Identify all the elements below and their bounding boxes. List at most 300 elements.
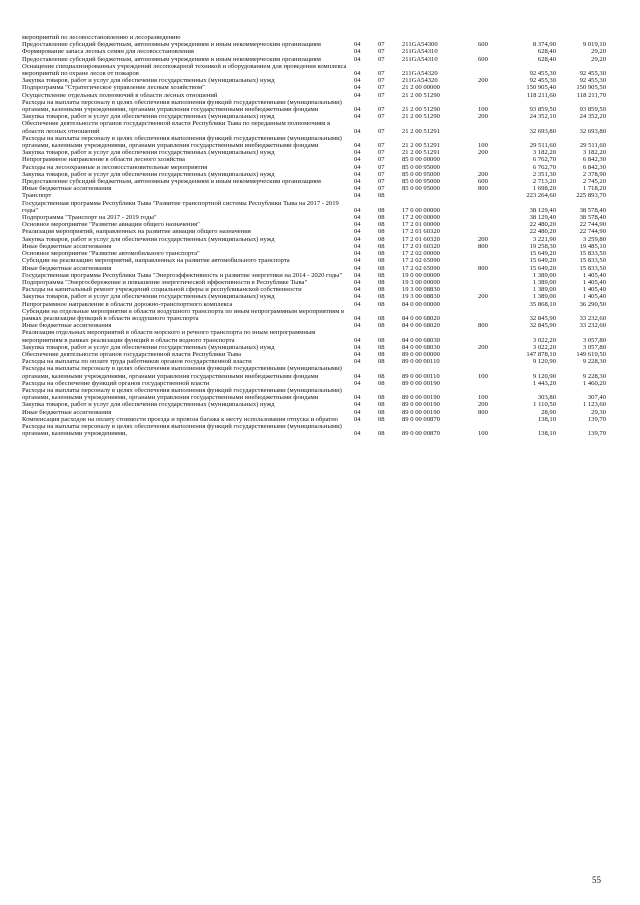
section-code: 04 [354, 257, 361, 265]
section-code: 04 [354, 242, 361, 250]
target-article-code: 17 2 01 60320 [402, 228, 440, 236]
table-row [22, 344, 606, 351]
row-description: Расходы на выплаты персоналу в целях обеспечения выполнения функций государственными (муниципальными) органами, казенными учреждениями, [22, 422, 342, 438]
subsection-code: 07 [378, 41, 385, 49]
amount-year-1: 1 389,00 [532, 293, 556, 301]
section-code: 04 [354, 401, 361, 409]
amount-year-1: 92 455,30 [529, 77, 556, 85]
expense-type-code: 200 [478, 343, 488, 351]
amount-year-1: 1 389,00 [532, 278, 556, 286]
target-article-code: 84 0 00 68020 [402, 322, 440, 330]
amount-year-1: 15 649,20 [529, 257, 556, 265]
table-row [22, 286, 606, 293]
row-description: Непрограммное направление в области лесного хозяйства [22, 156, 185, 164]
table-row [22, 250, 606, 257]
target-article-code: 84 0 00 68030 [402, 343, 440, 351]
target-article-code: 89 0 00 00870 [402, 415, 440, 423]
subsection-code: 08 [378, 206, 385, 214]
amount-year-2: 19 485,10 [579, 242, 606, 250]
subsection-code: 08 [378, 250, 385, 258]
expense-type-code: 100 [478, 142, 488, 150]
table-row [22, 293, 606, 300]
table-row [22, 329, 606, 343]
target-article-code: 211GA54300 [402, 41, 438, 49]
amount-year-2: 24 352,20 [579, 113, 606, 121]
target-article-code: 85 0 00 95000 [402, 163, 440, 171]
row-description: Оснащение специализированных учреждений лесопожарной техникой и оборудованием для проведения комплекса мероприятий по охране лесов от пожаров [22, 62, 347, 78]
row-description: Закупка товаров, работ и услуг для обеспечения государственных (муниципальных) нужд [22, 293, 275, 301]
row-description: Подпрограмма "Энергосбережение и повышение энергетической эффективности в Республике Тыва" [22, 278, 308, 286]
subsection-code: 08 [378, 336, 385, 344]
section-code: 04 [354, 379, 361, 387]
target-article-code: 19 3 00 00000 [402, 278, 440, 286]
row-description: Иные бюджетные ассигнования [22, 264, 112, 272]
amount-year-2: 15 833,50 [579, 264, 606, 272]
target-article-code: 21 2 00 51291 [402, 149, 440, 157]
subsection-code: 08 [378, 408, 385, 416]
amount-year-1: 3 221,90 [532, 235, 556, 243]
target-article-code: 17 2 02 65090 [402, 264, 440, 272]
row-description: Транспорт [22, 192, 52, 200]
expense-type-code: 600 [478, 178, 488, 186]
expense-type-code: 800 [478, 322, 488, 330]
row-description: Основное мероприятие "Развитие авиации общего назначения" [22, 221, 200, 229]
section-code: 04 [354, 415, 361, 423]
row-description: Субсидии на реализацию мероприятий, направленных на развитие автомобильного транспорта [22, 257, 290, 265]
table-row [22, 214, 606, 221]
row-description: Предоставление субсидий бюджетным, автономным учреждениям и иным некоммерческим организациям [22, 55, 321, 63]
expense-type-code: 200 [478, 401, 488, 409]
section-code: 04 [354, 350, 361, 358]
amount-year-2: 15 833,50 [579, 250, 606, 258]
target-article-code: 84 0 00 68020 [402, 314, 440, 322]
amount-year-1: 92 455,30 [529, 70, 556, 78]
target-article-code: 211GA54320 [402, 77, 438, 85]
row-description: мероприятий по лесовосстановлению и лесоразведению [22, 34, 181, 41]
target-article-code: 85 0 00 95000 [402, 170, 440, 178]
section-code: 04 [354, 127, 361, 135]
section-code: 04 [354, 214, 361, 222]
row-description: Закупка товаров, работ и услуг для обеспечения государственных (муниципальных) нужд [22, 401, 275, 409]
expense-type-code: 100 [478, 430, 488, 438]
amount-year-2: 3 259,80 [582, 235, 606, 243]
table-row [22, 228, 606, 235]
expense-type-code: 200 [478, 170, 488, 178]
amount-year-1: 3 022,20 [532, 336, 556, 344]
section-code: 04 [354, 206, 361, 214]
target-article-code: 89 0 00 00870 [402, 430, 440, 438]
section-code: 04 [354, 343, 361, 351]
subsection-code: 07 [378, 55, 385, 63]
amount-year-1: 2 713,20 [532, 178, 556, 186]
subsection-code: 07 [378, 127, 385, 135]
amount-year-2: 29,20 [591, 55, 606, 63]
section-code: 04 [354, 178, 361, 186]
row-description: Реализация мероприятий, направленных на развитие авиации общего назначения [22, 228, 251, 236]
section-code: 04 [354, 163, 361, 171]
section-code: 04 [354, 408, 361, 416]
amount-year-1: 8 374,90 [532, 41, 556, 49]
amount-year-1: 3 022,20 [532, 343, 556, 351]
section-code: 04 [354, 235, 361, 243]
subsection-code: 07 [378, 48, 385, 56]
target-article-code: 21 2 00 51290 [402, 91, 440, 99]
subsection-code: 08 [378, 314, 385, 322]
row-description: Расходы на выплаты персоналу в целях обеспечения выполнения функций государственными (муниципальными) органами, казенными учреждениями, органами управления государственными внебюджетными фондами [22, 134, 342, 150]
target-article-code: 17 2 01 00000 [402, 221, 440, 229]
target-article-code: 89 0 00 00190 [402, 408, 440, 416]
section-code: 04 [354, 228, 361, 236]
section-code: 04 [354, 221, 361, 229]
subsection-code: 07 [378, 170, 385, 178]
row-description: Расходы на обеспечение функций органов государственной власти [22, 379, 210, 387]
page-number: 55 [592, 875, 601, 885]
target-article-code: 19 3 00 08830 [402, 286, 440, 294]
amount-year-2: 3 057,80 [582, 343, 606, 351]
table-row [22, 135, 606, 149]
expense-type-code: 200 [478, 77, 488, 85]
table-row [22, 77, 606, 84]
amount-year-1: 223 264,60 [526, 192, 556, 200]
section-code: 04 [354, 372, 361, 380]
target-article-code: 89 0 00 00190 [402, 379, 440, 387]
amount-year-2: 139,70 [587, 415, 606, 423]
target-article-code: 17 2 02 00000 [402, 250, 440, 258]
section-code: 04 [354, 106, 361, 114]
row-description: Реализация отдельных мероприятий в области морского и речного транспорта по иным непрограммным мероприятиям в рамках реализации функций в области водного транспорта [22, 329, 316, 344]
expense-type-code: 800 [478, 264, 488, 272]
amount-year-2: 118 211,70 [576, 91, 606, 99]
expense-type-code: 100 [478, 106, 488, 114]
section-code: 04 [354, 250, 361, 258]
table-row [22, 279, 606, 286]
subsection-code: 08 [378, 350, 385, 358]
amount-year-1: 138,10 [537, 415, 556, 423]
table-row [22, 63, 606, 77]
subsection-code: 07 [378, 142, 385, 150]
expense-type-code: 100 [478, 372, 488, 380]
amount-year-2: 1 123,60 [582, 401, 606, 409]
table-row [22, 92, 606, 99]
target-article-code: 19 3 00 08830 [402, 293, 440, 301]
table-row [22, 351, 606, 358]
amount-year-1: 22 480,20 [529, 221, 556, 229]
amount-year-1: 6 762,70 [532, 163, 556, 171]
section-code: 04 [354, 192, 361, 200]
section-code: 04 [354, 91, 361, 99]
table-row [22, 84, 606, 91]
amount-year-2: 3 182,20 [582, 149, 606, 157]
amount-year-2: 36 290,50 [579, 300, 606, 308]
table-row [22, 380, 606, 387]
table-row [22, 358, 606, 365]
amount-year-2: 1 405,40 [582, 293, 606, 301]
expense-type-code: 600 [478, 41, 488, 49]
amount-year-1: 9 120,90 [532, 372, 556, 380]
amount-year-2: 2 745,20 [582, 178, 606, 186]
expense-type-code: 200 [478, 293, 488, 301]
table-row [22, 322, 606, 329]
target-article-code: 17 2 01 60320 [402, 242, 440, 250]
row-description: Иные бюджетные ассигнования [22, 322, 112, 330]
table-row [22, 113, 606, 120]
row-description: Непрограммное направление в области дорожно-транспортного комплекса [22, 300, 233, 308]
amount-year-2: 92 455,30 [579, 70, 606, 78]
target-article-code: 21 2 00 51291 [402, 127, 440, 135]
amount-year-2: 38 578,40 [579, 206, 606, 214]
amount-year-2: 29,20 [591, 48, 606, 56]
expense-type-code: 800 [478, 408, 488, 416]
section-code: 04 [354, 84, 361, 92]
subsection-code: 08 [378, 228, 385, 236]
section-code: 04 [354, 430, 361, 438]
amount-year-2: 9 019,10 [582, 41, 606, 49]
target-article-code: 85 0 00 00000 [402, 156, 440, 164]
row-description: Закупка товаров, работ и услуг для обеспечения государственных (муниципальных) нужд [22, 343, 275, 351]
expense-type-code: 200 [478, 113, 488, 121]
subsection-code: 07 [378, 84, 385, 92]
amount-year-1: 32 845,90 [529, 322, 556, 330]
amount-year-1: 628,40 [537, 48, 556, 56]
target-article-code: 89 0 00 00190 [402, 401, 440, 409]
row-description: Обеспечение деятельности органов государственной власти Республики Тыва [22, 350, 242, 358]
subsection-code: 07 [378, 77, 385, 85]
table-row [22, 416, 606, 423]
amount-year-1: 38 129,40 [529, 206, 556, 214]
table-row [22, 301, 606, 308]
amount-year-1: 32 845,90 [529, 314, 556, 322]
amount-year-2: 149 619,50 [576, 350, 606, 358]
target-article-code: 21 2 00 51290 [402, 106, 440, 114]
section-code: 04 [354, 156, 361, 164]
table-row [22, 156, 606, 163]
row-description: Обеспечение деятельности органов государственной власти Республики Тыва по переданным полномочиям в области лесных отношений [22, 120, 331, 135]
section-code: 04 [354, 149, 361, 157]
subsection-code: 07 [378, 178, 385, 186]
section-code: 04 [354, 300, 361, 308]
amount-year-1: 138,10 [537, 430, 556, 438]
section-code: 04 [354, 358, 361, 366]
amount-year-2: 139,70 [587, 430, 606, 438]
amount-year-2: 1 460,20 [582, 379, 606, 387]
row-description: Расходы на выплаты по оплате труда работников органов государственной власти [22, 358, 252, 366]
amount-year-2: 6 842,30 [582, 163, 606, 171]
table-row [22, 365, 606, 379]
subsection-code: 07 [378, 149, 385, 157]
amount-year-1: 38 129,40 [529, 214, 556, 222]
amount-year-1: 118 211,60 [526, 91, 556, 99]
expense-type-code: 100 [478, 394, 488, 402]
target-article-code: 19 0 00 00000 [402, 271, 440, 279]
table-row [22, 401, 606, 408]
amount-year-2: 15 833,50 [579, 257, 606, 265]
table-row [22, 308, 606, 322]
table-row [22, 221, 606, 228]
subsection-code: 08 [378, 286, 385, 294]
amount-year-1: 628,40 [537, 55, 556, 63]
amount-year-1: 28,90 [541, 408, 556, 416]
row-description: Закупка товаров, работ и услуг для обеспечения государственных (муниципальных) нужд [22, 235, 275, 243]
row-description: Подпрограмма "Стратегическое управление лесным хозяйством" [22, 84, 205, 92]
subsection-code: 08 [378, 372, 385, 380]
row-description: Предоставление субсидий бюджетным, автономным учреждениям и иным некоммерческим организациям [22, 178, 321, 186]
table-row [22, 265, 606, 272]
amount-year-1: 15 649,20 [529, 264, 556, 272]
row-description: Закупка товаров, работ и услуг для обеспечения государственных (муниципальных) нужд [22, 113, 275, 121]
section-code: 04 [354, 55, 361, 63]
row-description: Основное мероприятие "Развитие автомобильного транспорта" [22, 250, 200, 258]
subsection-code: 08 [378, 214, 385, 222]
row-description: Закупка товаров, работ и услуг для обеспечения государственных (муниципальных) нужд [22, 170, 275, 178]
section-code: 04 [354, 48, 361, 56]
table-row [22, 243, 606, 250]
row-description: Иные бюджетные ассигнования [22, 242, 112, 250]
amount-year-1: 1 698,20 [532, 185, 556, 193]
subsection-code: 07 [378, 185, 385, 193]
target-article-code: 211GA54310 [402, 55, 438, 63]
table-row [22, 99, 606, 113]
target-article-code: 84 0 00 68030 [402, 336, 440, 344]
section-code: 04 [354, 271, 361, 279]
table-row [22, 164, 606, 171]
table-row [22, 236, 606, 243]
expense-type-code: 800 [478, 185, 488, 193]
subsection-code: 08 [378, 415, 385, 423]
target-article-code: 89 0 00 00110 [402, 358, 440, 366]
section-code: 04 [354, 70, 361, 78]
subsection-code: 08 [378, 278, 385, 286]
amount-year-1: 24 352,10 [529, 113, 556, 121]
row-description: Расходы на лесоохранные и лесовосстановительные мероприятия [22, 163, 208, 171]
amount-year-2: 92 455,30 [579, 77, 606, 85]
row-description: Формирование запаса лесных семян для лесовосстановления [22, 48, 194, 56]
table-row [22, 423, 606, 437]
target-article-code: 89 0 00 00190 [402, 394, 440, 402]
table-row [22, 178, 606, 185]
amount-year-2: 33 232,60 [579, 314, 606, 322]
table-row [22, 48, 606, 55]
amount-year-2: 93 859,50 [579, 106, 606, 114]
budget-table [22, 34, 606, 437]
subsection-code: 08 [378, 235, 385, 243]
subsection-code: 08 [378, 293, 385, 301]
amount-year-1: 1 389,00 [532, 286, 556, 294]
subsection-code: 07 [378, 70, 385, 78]
amount-year-2: 29 511,60 [579, 142, 606, 150]
section-code: 04 [354, 170, 361, 178]
amount-year-2: 9 228,30 [582, 358, 606, 366]
amount-year-2: 29,30 [591, 408, 606, 416]
amount-year-2: 1 405,40 [582, 278, 606, 286]
subsection-code: 08 [378, 242, 385, 250]
expense-type-code: 800 [478, 242, 488, 250]
table-row [22, 171, 606, 178]
amount-year-1: 1 110,50 [533, 401, 556, 409]
subsection-code: 08 [378, 257, 385, 265]
row-description: Осуществление отдельных полномочий в области лесных отношений [22, 91, 218, 99]
table-row [22, 200, 606, 214]
amount-year-2: 22 744,90 [579, 221, 606, 229]
amount-year-1: 93 859,50 [529, 106, 556, 114]
amount-year-1: 3 182,20 [532, 149, 556, 157]
amount-year-1: 147 878,10 [526, 350, 556, 358]
section-code: 04 [354, 264, 361, 272]
amount-year-1: 22 480,20 [529, 228, 556, 236]
row-description: Компенсация расходов на оплату стоимости проезда и провоза багажа к месту использования отпуска и обратно [22, 415, 339, 423]
section-code: 04 [354, 286, 361, 294]
target-article-code: 211GA54320 [402, 70, 438, 78]
amount-year-2: 9 228,30 [582, 372, 606, 380]
amount-year-1: 32 693,80 [529, 127, 556, 135]
amount-year-2: 6 842,30 [582, 156, 606, 164]
amount-year-1: 9 120,90 [532, 358, 556, 366]
subsection-code: 07 [378, 163, 385, 171]
section-code: 04 [354, 336, 361, 344]
target-article-code: 21 2 00 51291 [402, 142, 440, 150]
table-row [22, 34, 606, 41]
amount-year-1: 6 762,70 [532, 156, 556, 164]
amount-year-1: 29 511,60 [529, 142, 556, 150]
target-article-code: 89 0 00 00000 [402, 350, 440, 358]
target-article-code: 85 0 00 95000 [402, 185, 440, 193]
target-article-code: 211GA54310 [402, 48, 438, 56]
amount-year-1: 19 258,30 [529, 242, 556, 250]
amount-year-1: 303,80 [537, 394, 556, 402]
table-row [22, 41, 606, 48]
table-row [22, 272, 606, 279]
target-article-code: 17 2 00 00000 [402, 214, 440, 222]
section-code: 04 [354, 113, 361, 121]
subsection-code: 08 [378, 322, 385, 330]
amount-year-1: 150 905,40 [526, 84, 556, 92]
subsection-code: 08 [378, 271, 385, 279]
row-description: Расходы на выплаты персоналу в целях обеспечения выполнения функций государственными (муниципальными) органами, казенными учреждениями, органами управления государственными внебюджетными фондами [22, 365, 342, 380]
table-row [22, 192, 606, 199]
row-description: Иные бюджетные ассигнования [22, 185, 112, 193]
target-article-code: 21 2 00 51290 [402, 113, 440, 121]
amount-year-2: 32 693,80 [579, 127, 606, 135]
section-code: 04 [354, 142, 361, 150]
amount-year-2: 1 718,20 [582, 185, 606, 193]
subsection-code: 08 [378, 394, 385, 402]
expense-type-code: 200 [478, 149, 488, 157]
target-article-code: 17 2 01 60320 [402, 235, 440, 243]
subsection-code: 08 [378, 300, 385, 308]
section-code: 04 [354, 41, 361, 49]
amount-year-2: 1 405,40 [582, 271, 606, 279]
subsection-code: 07 [378, 156, 385, 164]
section-code: 04 [354, 314, 361, 322]
subsection-code: 08 [378, 221, 385, 229]
row-description: Государственная программа Республики Тыва "Развитие транспортной системы Республики Тыва на 2017 - 2019 годы" [22, 199, 339, 214]
row-description: Иные бюджетные ассигнования [22, 408, 112, 416]
amount-year-2: 33 232,60 [579, 322, 606, 330]
target-article-code: 17 2 02 65090 [402, 257, 440, 265]
subsection-code: 07 [378, 106, 385, 114]
table-row [22, 257, 606, 264]
amount-year-2: 307,40 [587, 394, 606, 402]
subsection-code: 07 [378, 91, 385, 99]
row-description: Расходы на выплаты персоналу в целях обеспечения выполнения функций государственными (муниципальными) органами, казенными учреждениями, органами управления государственными внебюджетными фондами [22, 98, 342, 114]
row-description: Расходы на капитальный ремонт учреждений социальной сферы и республиканской собственности [22, 286, 302, 294]
amount-year-1: 35 868,10 [529, 300, 556, 308]
target-article-code: 21 2 00 00000 [402, 84, 440, 92]
amount-year-2: 150 905,50 [576, 84, 606, 92]
section-code: 04 [354, 394, 361, 402]
amount-year-2: 2 378,90 [582, 170, 606, 178]
section-code: 04 [354, 77, 361, 85]
amount-year-1: 1 389,00 [532, 271, 556, 279]
